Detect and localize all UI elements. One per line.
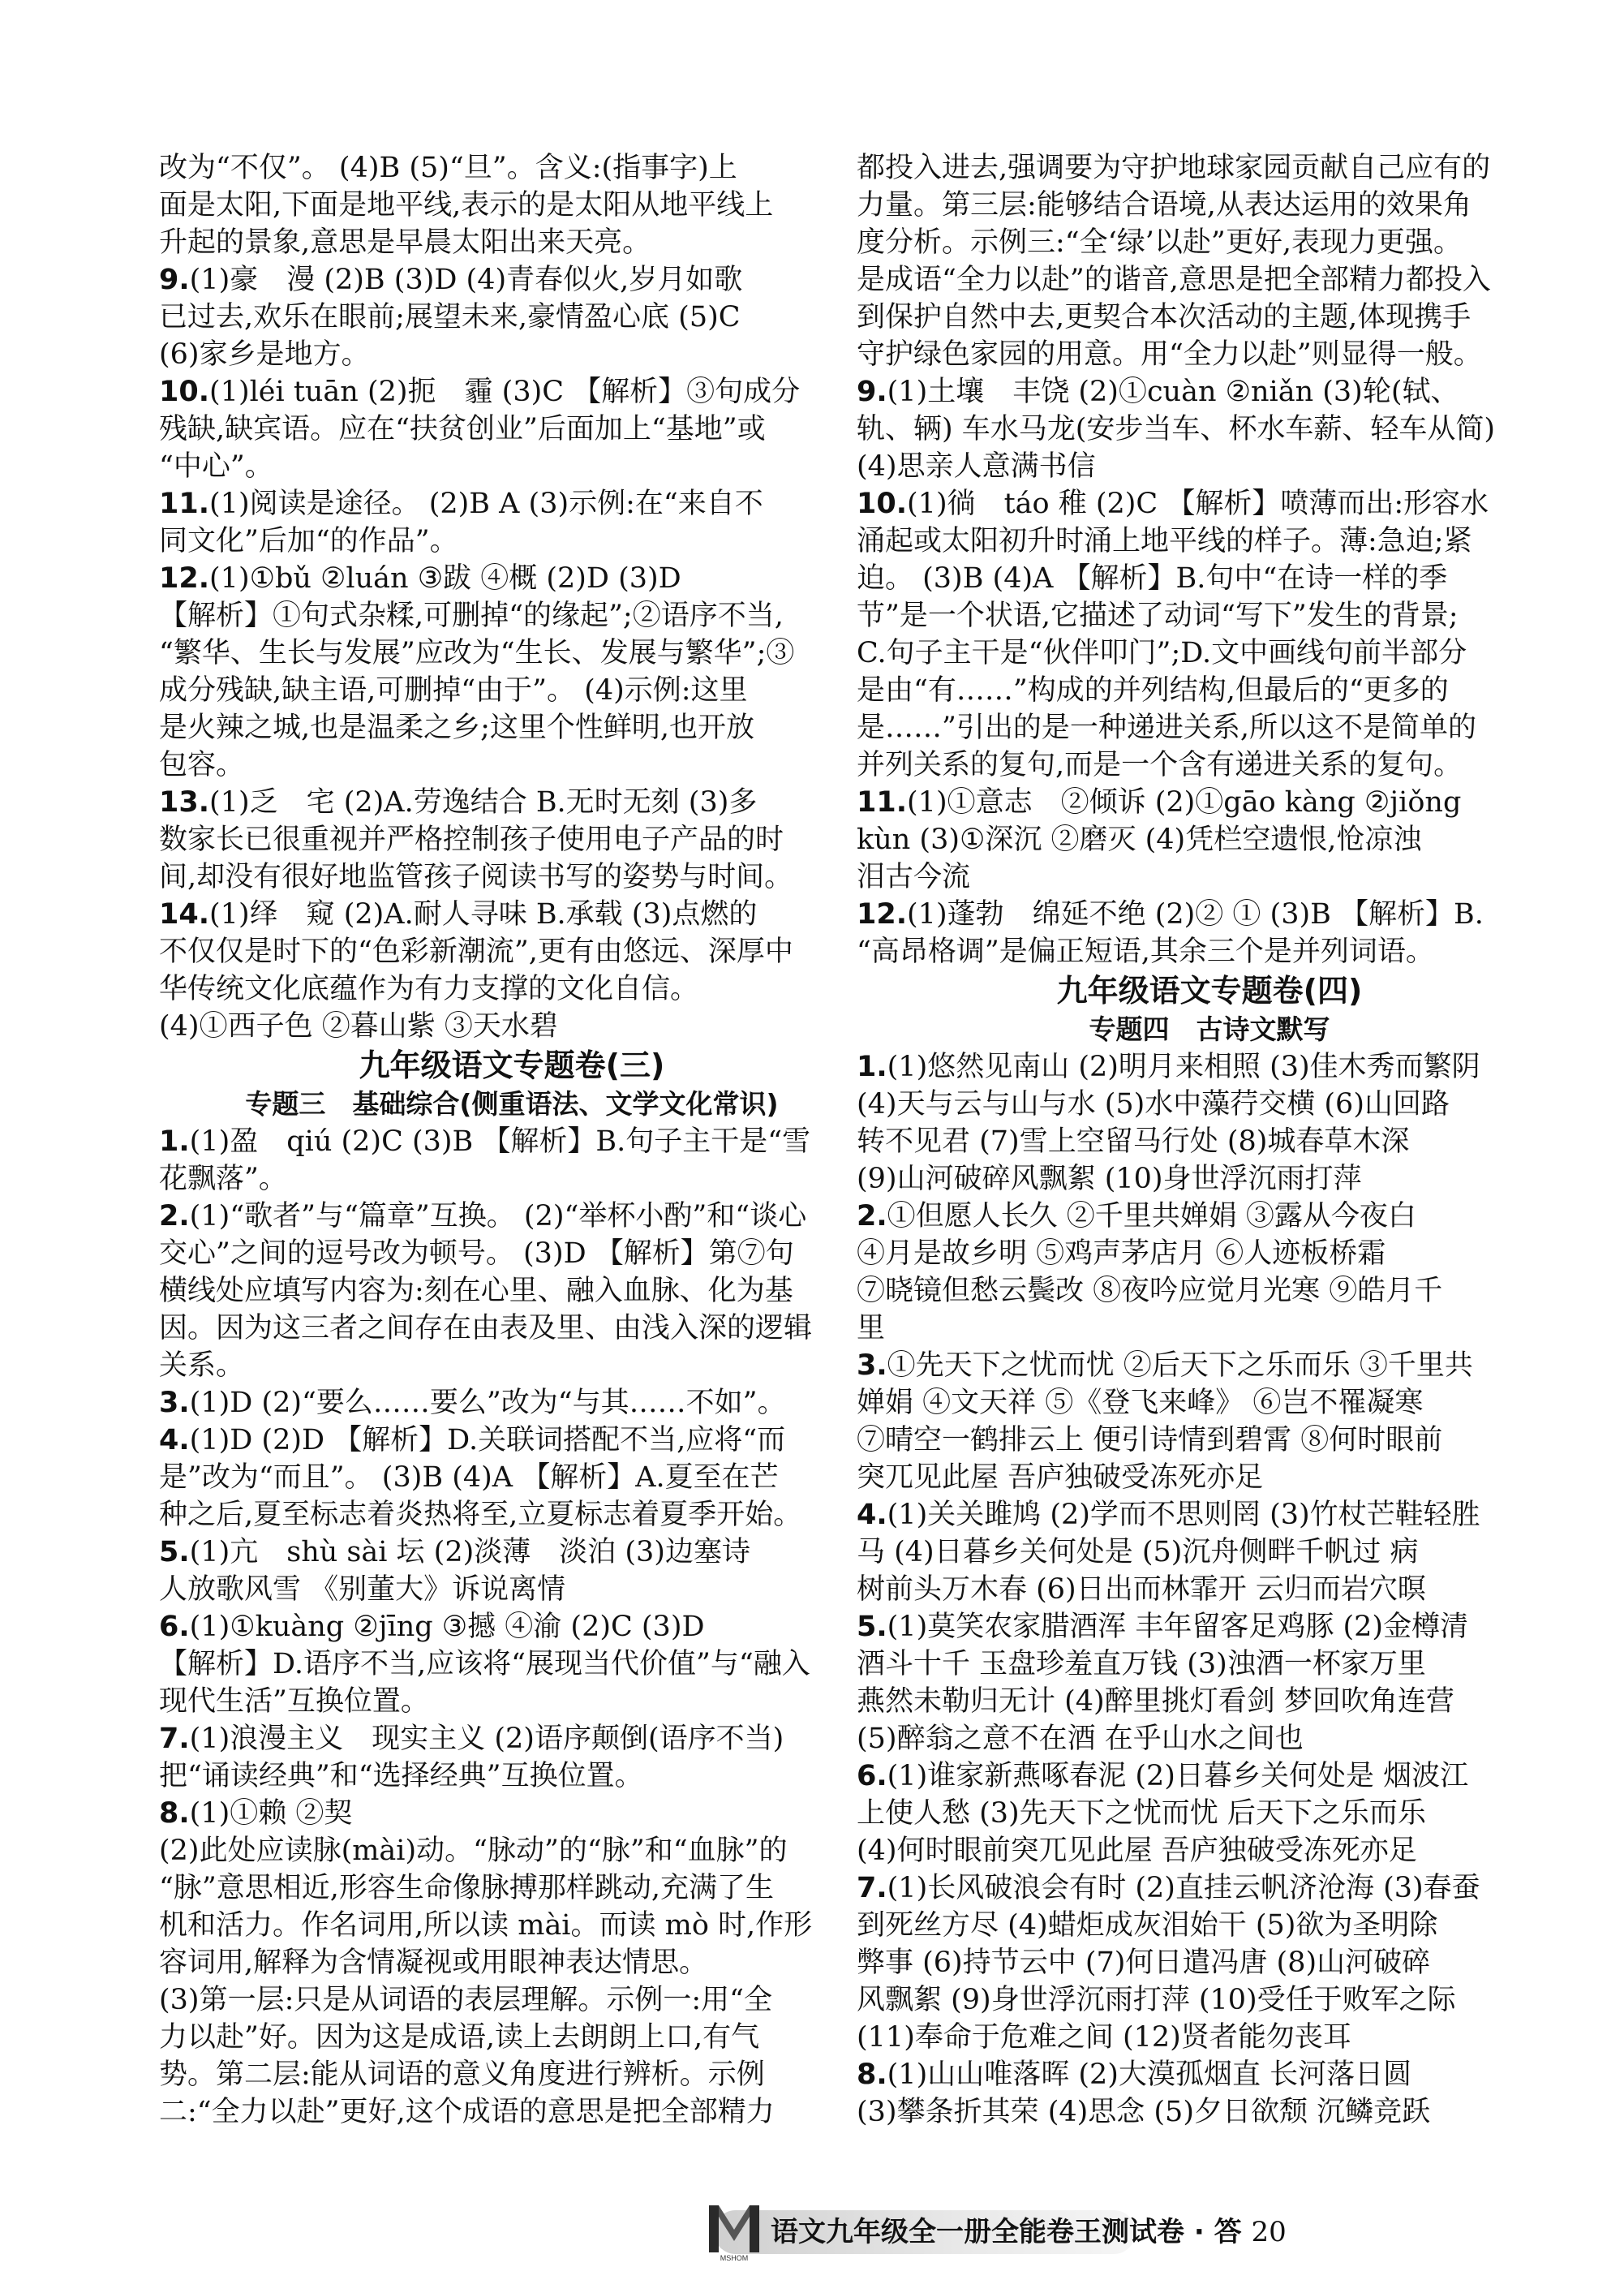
text-line xyxy=(857,1571,1562,1608)
line-text: (1)①意志 ②倾诉 (2)①gāo kàng ②jiǒng xyxy=(907,786,1462,819)
line-text: “脉”意思相近,形容生命像脉搏那样跳动,充满了生 xyxy=(159,1872,775,1904)
answer-item xyxy=(159,1795,865,1832)
line-text: (1)莫笑农家腊酒浑 丰年留客足鸡豚 (2)金樽清 xyxy=(887,1611,1469,1643)
line-text: 婵娟 ④文天祥 ⑤《登飞来峰》 ⑥岂不罹凝寒 xyxy=(857,1387,1424,1419)
question-number: 11. xyxy=(857,786,908,819)
question-number: 11. xyxy=(159,488,210,520)
question-number: 2. xyxy=(857,1200,887,1232)
line-text: (1)阅读是途径。 (2)B A (3)示例:在“来自不 xyxy=(209,488,763,520)
text-line xyxy=(159,1008,865,1045)
line-text: ⑦晓镜但愁云鬓改 ⑧夜吟应觉月光寒 ⑨皓月千 xyxy=(857,1275,1443,1307)
line-text: 转不见君 (7)雪上空留马行处 (8)城春草木深 xyxy=(857,1125,1410,1158)
line-text: (1)D (2)“要么……要么”改为“与其……不如”。 xyxy=(189,1387,786,1419)
text-line xyxy=(857,560,1562,597)
question-number: 3. xyxy=(857,1349,887,1382)
text-line xyxy=(857,1944,1562,1981)
text-line xyxy=(857,1981,1562,2019)
text-line xyxy=(159,224,865,261)
text-line xyxy=(159,1981,865,2019)
text-line xyxy=(857,1384,1562,1422)
text-line xyxy=(159,1459,865,1496)
text-line xyxy=(857,187,1562,224)
answer-item xyxy=(159,1608,865,1645)
line-text: 力量。第三层:能够结合语境,从表达运用的效果角 xyxy=(857,189,1471,222)
left-column xyxy=(159,149,865,2131)
text-line xyxy=(159,1347,865,1384)
answer-item xyxy=(159,373,865,411)
line-text: 弊事 (6)持节云中 (7)何日遣冯唐 (8)山河破碎 xyxy=(857,1947,1431,1979)
text-line xyxy=(159,746,865,784)
line-text: (1)浪漫主义 现实主义 (2)语序颠倒(语序不当) xyxy=(189,1723,784,1755)
line-text: 是……”引出的是一种递进关系,所以这不是简单的 xyxy=(857,712,1477,744)
line-text: “高昂格调”是偏正短语,其余三个是并列词语。 xyxy=(857,936,1434,968)
line-text: 二:“全力以赴”更好,这个成语的意思是把全部精力 xyxy=(159,2096,775,2128)
page-footer xyxy=(665,2202,1287,2262)
text-line xyxy=(159,2056,865,2093)
line-text: 华传统文化底蕴作为有力支撑的文化自信。 xyxy=(159,973,699,1005)
question-number: 12. xyxy=(159,562,210,595)
line-text: “中心”。 xyxy=(159,450,273,483)
text-line xyxy=(857,597,1562,635)
line-text: (1)悠然见南山 (2)明月来相照 (3)佳木秀而繁阴 xyxy=(887,1051,1480,1083)
answer-item xyxy=(857,2056,1562,2093)
line-text: 风飘絮 (9)身世浮沉雨打萍 (10)受任于败军之际 xyxy=(857,1984,1456,2016)
text-line xyxy=(857,523,1562,560)
question-number: 6. xyxy=(857,1760,887,1792)
section-subtitle: 专题四 古诗文默写 xyxy=(1089,1013,1330,1045)
question-number: 1. xyxy=(159,1125,190,1158)
line-text: 残缺,缺宾语。应在“扶贫创业”后面加上“基地”或 xyxy=(159,413,766,445)
line-text: 成分残缺,缺主语,可删掉“由于”。 (4)示例:这里 xyxy=(159,674,748,707)
logo-text: MSHOM xyxy=(720,2254,749,2262)
text-line xyxy=(857,299,1562,336)
line-text: (4)思亲人意满书信 xyxy=(857,450,1096,483)
answer-item xyxy=(857,1198,1562,1235)
answer-item xyxy=(857,1608,1562,1645)
line-text: (11)奉命于危难之间 (12)贤者能勿丧耳 xyxy=(857,2021,1351,2054)
text-line xyxy=(857,149,1562,187)
answer-item xyxy=(159,1123,865,1160)
line-text: 改为“不仅”。 (4)B (5)“旦”。含义:(指事字)上 xyxy=(159,152,737,184)
text-line xyxy=(857,1832,1562,1869)
line-text: (1)①kuàng ②jīng ③撼 ④渝 (2)C (3)D xyxy=(189,1611,705,1643)
text-line xyxy=(159,1944,865,1981)
line-text: (1)盈 qiú (2)C (3)B 【解析】B.句子主干是“雪 xyxy=(189,1125,811,1158)
text-line xyxy=(159,1160,865,1198)
text-line xyxy=(159,1683,865,1720)
text-line xyxy=(159,299,865,336)
text-line xyxy=(159,2093,865,2131)
line-text: 同文化”后加“的作品”。 xyxy=(159,525,458,557)
logo-icon xyxy=(706,2202,763,2262)
line-text: 上使人愁 (3)先天下之忧而忧 后天下之乐而乐 xyxy=(857,1797,1426,1830)
question-number: 12. xyxy=(857,898,908,931)
text-line xyxy=(857,1086,1562,1123)
text-line xyxy=(857,933,1562,970)
line-text: 马 (4)日暮乡关何处是 (5)沉舟侧畔千帆过 病 xyxy=(857,1536,1419,1568)
text-line xyxy=(159,1907,865,1944)
text-line xyxy=(857,336,1562,373)
line-text: 度分析。示例三:“全‘绿’以赴”更好,表现力更强。 xyxy=(857,226,1462,259)
right-column xyxy=(857,149,1562,2131)
answer-item xyxy=(159,1720,865,1757)
answer-item xyxy=(159,1422,865,1459)
text-line xyxy=(857,746,1562,784)
line-text: 守护绿色家园的用意。用“全力以赴”则显得一般。 xyxy=(857,338,1482,371)
line-text: ①先天下之忧而忧 ②后天下之乐而乐 ③千里共 xyxy=(887,1349,1473,1382)
text-line xyxy=(857,1459,1562,1496)
text-line xyxy=(159,709,865,746)
line-text: 势。第二层:能从词语的意义角度进行辨析。示例 xyxy=(159,2058,765,2091)
question-number: 10. xyxy=(159,376,210,408)
line-text: (1)长风破浪会有时 (2)直挂云帆济沧海 (3)春蚕 xyxy=(887,1872,1480,1904)
question-number: 9. xyxy=(159,264,190,296)
text-line xyxy=(159,858,865,896)
section-title: 九年级语文专题卷(三) xyxy=(359,1048,665,1083)
section-title: 九年级语文专题卷(四) xyxy=(1056,973,1363,1009)
line-text: ①但愿人长久 ②千里共婵娟 ③露从今夜白 xyxy=(887,1200,1416,1232)
answer-item xyxy=(159,560,865,597)
line-text: 关系。 xyxy=(159,1349,245,1382)
text-line xyxy=(159,821,865,858)
line-text: (1)①赖 ②契 xyxy=(189,1797,353,1830)
text-line xyxy=(857,411,1562,448)
line-text: 燕然未勒归无计 (4)醉里挑灯看剑 梦回吹角连营 xyxy=(857,1685,1454,1718)
line-text: 酒斗十千 玉盘珍羞直万钱 (3)浊酒一杯家万里 xyxy=(857,1648,1426,1680)
answer-item xyxy=(159,1198,865,1235)
footer-label xyxy=(771,2213,1287,2251)
text-line xyxy=(857,1534,1562,1571)
question-number: 8. xyxy=(857,2058,887,2091)
text-line xyxy=(857,1310,1562,1347)
line-text: 容词用,解释为含情凝视或用眼神表达情思。 xyxy=(159,1947,708,1979)
question-number: 4. xyxy=(857,1499,887,1531)
question-number: 7. xyxy=(159,1723,190,1755)
question-number: 3. xyxy=(159,1387,190,1419)
line-text: 【解析】D.语序不当,应该将“展现当代价值”与“融入 xyxy=(159,1648,810,1680)
line-text: C.句子主干是“伙伴叩门”;D.文中画线句前半部分 xyxy=(857,637,1467,669)
text-line xyxy=(857,1123,1562,1160)
text-line xyxy=(159,1869,865,1907)
line-text: (1)亢 shù sài 坛 (2)淡薄 淡泊 (3)边塞诗 xyxy=(189,1536,750,1568)
text-line xyxy=(857,1907,1562,1944)
text-line xyxy=(857,2093,1562,2131)
answer-item xyxy=(857,784,1562,821)
question-number: 1. xyxy=(857,1051,887,1083)
line-text: (3)攀条折其荣 (4)思念 (5)夕日欲颓 沉鳞竞跃 xyxy=(857,2096,1431,2128)
line-text: 升起的景象,意思是早晨太阳出来天亮。 xyxy=(159,226,651,259)
text-line xyxy=(159,1832,865,1869)
question-number: 14. xyxy=(159,898,210,931)
line-text: (1)谁家新燕啄春泥 (2)日暮乡关何处是 烟波江 xyxy=(887,1760,1469,1792)
line-text: 人放歌风雪 《别董大》诉说离情 xyxy=(159,1573,566,1606)
text-line xyxy=(159,635,865,672)
question-number: 13. xyxy=(159,786,210,819)
line-text: 交心”之间的逗号改为顿号。 (3)D 【解析】第⑦句 xyxy=(159,1237,794,1270)
text-line xyxy=(159,187,865,224)
line-text: 机和活力。作名词用,所以读 mài。而读 mò 时,作形 xyxy=(159,1909,813,1942)
answer-item xyxy=(857,485,1562,523)
text-line xyxy=(159,1496,865,1534)
text-line xyxy=(857,1683,1562,1720)
line-text: (1)D (2)D 【解析】D.关联词搭配不当,应将“而 xyxy=(189,1424,786,1456)
line-text: 花飘落”。 xyxy=(159,1163,287,1195)
answer-item xyxy=(159,784,865,821)
line-text: 不仅仅是时下的“色彩新潮流”,更有由悠远、深厚中 xyxy=(159,936,793,968)
section-subtitle: 专题三 基础综合(侧重语法、文学文化常识) xyxy=(245,1088,779,1120)
text-line xyxy=(857,224,1562,261)
text-line xyxy=(159,1272,865,1310)
question-number: 9. xyxy=(857,376,887,408)
line-text: (2)此处应读脉(mài)动。“脉动”的“脉”和“血脉”的 xyxy=(159,1835,788,1867)
line-text: (3)第一层:只是从词语的表层理解。示例一:用“全 xyxy=(159,1984,773,2016)
line-text: 已过去,欢乐在眼前;展望未来,豪情盈心底 (5)C xyxy=(159,301,741,333)
question-number: 8. xyxy=(159,1797,190,1830)
footer-title: 语文九年级全一册全能卷王测试卷 · 答 xyxy=(771,2216,1242,2248)
answer-item xyxy=(159,261,865,299)
line-text: 力以赴”好。因为这是成语,读上去朗朗上口,有气 xyxy=(159,2021,760,2054)
text-line xyxy=(159,933,865,970)
line-text: 树前头万木春 (6)日出而林霏开 云归而岩穴暝 xyxy=(857,1573,1426,1606)
answer-item xyxy=(857,1869,1562,1907)
answer-item xyxy=(857,896,1562,933)
line-text: (1)关关雎鸠 (2)学而不思则罔 (3)竹杖芒鞋轻胜 xyxy=(887,1499,1480,1531)
answer-item xyxy=(159,896,865,933)
question-number: 6. xyxy=(159,1611,190,1643)
question-number: 2. xyxy=(159,1200,190,1232)
text-line xyxy=(159,597,865,635)
line-text: (1)土壤 丰饶 (2)①cuàn ②niǎn (3)轮(轼、 xyxy=(887,376,1459,408)
question-number: 5. xyxy=(857,1611,887,1643)
text-line xyxy=(857,1645,1562,1683)
line-text: (4)①西子色 ②暮山紫 ③天水碧 xyxy=(159,1010,558,1043)
text-line xyxy=(857,1795,1562,1832)
line-text: (6)家乡是地方。 xyxy=(159,338,370,371)
line-text: 都投入进去,强调要为守护地球家园贡献自己应有的 xyxy=(857,152,1491,184)
line-text: 数家长已很重视并严格控制孩子使用电子产品的时 xyxy=(159,824,784,856)
question-number: 7. xyxy=(857,1872,887,1904)
line-text: (1)豪 漫 (2)B (3)D (4)青春似火,岁月如歌 xyxy=(189,264,743,296)
text-line xyxy=(857,635,1562,672)
line-text: 涌起或太阳初升时涌上地平线的样子。薄:急迫;紧 xyxy=(857,525,1472,557)
line-text: 里 xyxy=(857,1312,886,1344)
text-line xyxy=(857,821,1562,858)
line-text: 是”改为“而且”。 (3)B (4)A 【解析】A.夏至在芒 xyxy=(159,1461,779,1494)
line-text: (1)绎 窥 (2)A.耐人寻味 B.承载 (3)点燃的 xyxy=(209,898,758,931)
text-line xyxy=(159,448,865,485)
text-line xyxy=(857,1422,1562,1459)
line-text: 轨、辆) 车水马龙(安步当车、杯水车薪、轻车从简) xyxy=(857,413,1496,445)
question-number: 4. xyxy=(159,1424,190,1456)
line-text: (1)山山唯落晖 (2)大漠孤烟直 长河落日圆 xyxy=(887,2058,1412,2091)
line-text: 是由“有……”构成的并列结构,但最后的“更多的 xyxy=(857,674,1449,707)
line-text: (5)醉翁之意不在酒 在乎山水之间也 xyxy=(857,1723,1304,1755)
text-line xyxy=(159,1645,865,1683)
page-number: 20 xyxy=(1251,2216,1287,2248)
line-text: 迫。 (3)B (4)A 【解析】B.句中“在诗一样的季 xyxy=(857,562,1448,595)
line-text: (1)徜 táo 稚 (2)C 【解析】喷薄而出:形容水 xyxy=(907,488,1489,520)
line-text: (1)乏 宅 (2)A.劳逸结合 B.无时无刻 (3)多 xyxy=(209,786,758,819)
line-text: 横线处应填写内容为:刻在心里、融入血脉、化为基 xyxy=(159,1275,793,1307)
text-line xyxy=(857,2019,1562,2056)
text-line xyxy=(159,411,865,448)
text-line xyxy=(159,970,865,1008)
line-text: (1)蓬勃 绵延不绝 (2)② ① (3)B 【解析】B. xyxy=(907,898,1484,931)
text-line xyxy=(159,2019,865,2056)
line-text: 并列关系的复句,而是一个含有递进关系的复句。 xyxy=(857,749,1463,781)
line-text: (4)何时眼前突兀见此屋 吾庐独破受冻死亦足 xyxy=(857,1835,1417,1867)
answer-item xyxy=(159,1384,865,1422)
line-text: 突兀见此屋 吾庐独破受冻死亦足 xyxy=(857,1461,1264,1494)
line-text: ⑦晴空一鹤排云上 便引诗情到碧霄 ⑧何时眼前 xyxy=(857,1424,1443,1456)
text-line xyxy=(857,709,1562,746)
line-text: 间,却没有很好地监管孩子阅读书写的姿势与时间。 xyxy=(159,861,793,893)
line-text: (1)①bǔ ②luán ③跋 ④概 (2)D (3)D xyxy=(209,562,681,595)
line-text: 节”是一个状语,它描述了动词“写下”发生的背景; xyxy=(857,600,1459,632)
text-line xyxy=(159,523,865,560)
text-line xyxy=(857,1720,1562,1757)
answer-item xyxy=(857,1757,1562,1795)
line-text: (4)天与云与山与水 (5)水中藻荇交横 (6)山回路 xyxy=(857,1088,1450,1121)
text-line xyxy=(857,448,1562,485)
line-text: 是成语“全力以赴”的谐音,意思是把全部精力都投入 xyxy=(857,264,1491,296)
text-line xyxy=(159,1571,865,1608)
text-line xyxy=(159,1235,865,1272)
line-text: “繁华、生长与发展”应改为“生长、发展与繁华”;③ xyxy=(159,637,795,669)
line-text: 到死丝方尽 (4)蜡炬成灰泪始干 (5)欲为圣明除 xyxy=(857,1909,1438,1942)
answer-item xyxy=(857,1347,1562,1384)
text-line xyxy=(857,858,1562,896)
line-text: kùn (3)①深沉 ②磨灭 (4)凭栏空遗恨,怆凉浊 xyxy=(857,824,1422,856)
answer-item xyxy=(159,485,865,523)
line-text: 到保护自然中去,更契合本次活动的主题,体现携手 xyxy=(857,301,1471,333)
question-number: 5. xyxy=(159,1536,190,1568)
text-line xyxy=(159,336,865,373)
text-line xyxy=(857,672,1562,709)
text-line xyxy=(159,672,865,709)
line-text: (1)“歌者”与“篇章”互换。 (2)“举杯小酌”和“谈心 xyxy=(189,1200,807,1232)
text-line xyxy=(857,261,1562,299)
text-line xyxy=(857,1235,1562,1272)
line-text: 把“诵读经典”和“选择经典”互换位置。 xyxy=(159,1760,643,1792)
answer-item xyxy=(857,1048,1562,1086)
line-text: ④月是故乡明 ⑤鸡声茅店月 ⑥人迹板桥霜 xyxy=(857,1237,1386,1270)
text-line xyxy=(857,1160,1562,1198)
question-number: 10. xyxy=(857,488,908,520)
text-line xyxy=(857,1272,1562,1310)
line-text: 面是太阳,下面是地平线,表示的是太阳从地平线上 xyxy=(159,189,774,222)
line-text: 现代生活”互换位置。 xyxy=(159,1685,429,1718)
line-text: 是火辣之城,也是温柔之乡;这里个性鲜明,也开放 xyxy=(159,712,755,744)
answer-item xyxy=(857,1496,1562,1534)
answer-item xyxy=(159,1534,865,1571)
line-text: 泪古今流 xyxy=(857,861,971,893)
answer-item xyxy=(857,373,1562,411)
text-line xyxy=(159,1757,865,1795)
line-text: (9)山河破碎风飘絮 (10)身世浮沉雨打萍 xyxy=(857,1163,1362,1195)
line-text: (1)léi tuān (2)扼 霾 (3)C 【解析】③句成分 xyxy=(209,376,801,408)
text-line xyxy=(159,149,865,187)
line-text: 种之后,夏至标志着炎热将至,立夏标志着夏季开始。 xyxy=(159,1499,802,1531)
line-text: 【解析】①句式杂糅,可删掉“的缘起”;②语序不当, xyxy=(159,600,784,632)
line-text: 包容。 xyxy=(159,749,245,781)
line-text: 因。因为这三者之间存在由表及里、由浅入深的逻辑 xyxy=(159,1312,813,1344)
text-line xyxy=(159,1310,865,1347)
